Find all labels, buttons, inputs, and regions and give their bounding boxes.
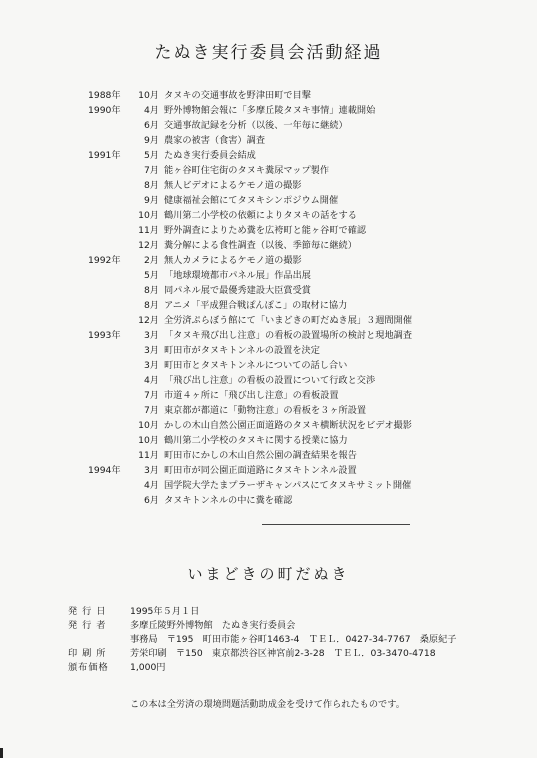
timeline-month: 8月 bbox=[143, 300, 159, 311]
timeline-month: 2月 bbox=[143, 255, 159, 266]
timeline-event: タヌキの交通事故を野津田町で目撃 bbox=[164, 90, 311, 101]
timeline-month: 11月 bbox=[138, 225, 159, 236]
timeline-month: 10月 bbox=[138, 420, 159, 431]
colophon-label: 発 行 者 bbox=[68, 620, 107, 631]
timeline-month: 5月 bbox=[143, 270, 159, 281]
timeline-event: 市道４ヶ所に「飛び出し注意」の看板設置 bbox=[164, 390, 339, 401]
timeline-event: 東京都が都道に「動物注意」の看板を３ヶ所設置 bbox=[164, 405, 367, 416]
timeline-event: 野外博物館会報に「多摩丘陵タヌキ事情」連載開始 bbox=[164, 105, 376, 116]
colophon-value: 1,000円 bbox=[130, 662, 166, 673]
timeline-month: 3月 bbox=[143, 465, 159, 476]
timeline-event: 鶴川第二小学校の依頼によりタヌキの話をする bbox=[164, 210, 357, 221]
timeline-month: 12月 bbox=[138, 315, 159, 326]
corner-mark bbox=[0, 748, 3, 758]
timeline-month: 3月 bbox=[143, 345, 159, 356]
timeline-event: 町田市とタヌキトンネルについての話し合い bbox=[164, 360, 348, 371]
timeline-event: 町田市がタヌキトンネルの設置を決定 bbox=[164, 345, 320, 356]
timeline-month: 3月 bbox=[143, 330, 159, 341]
timeline-event: かしの木山自然公園正面道路のタヌキ横断状況をビデオ撮影 bbox=[164, 420, 412, 431]
colophon-value: 芳栄印刷 〒150 東京都渋谷区神宮前2-3-28 ＴＥＬ．03-3470-4718 bbox=[130, 648, 436, 659]
timeline-month: 11月 bbox=[138, 450, 159, 461]
timeline-month: 9月 bbox=[143, 135, 159, 146]
timeline-event: 国学院大学たまプラーザキャンパスにてタヌキサミット開催 bbox=[164, 480, 412, 491]
timeline-month: 3月 bbox=[143, 360, 159, 371]
timeline-event: 「タヌキ飛び出し注意」の看板の設置場所の検討と現地調査 bbox=[164, 330, 413, 341]
timeline-event: 全労済ぷらぼう館にて「いまどきの町だぬき展」３週間開催 bbox=[164, 315, 413, 326]
timeline-month: 10月 bbox=[138, 435, 159, 446]
timeline-month: 4月 bbox=[143, 105, 159, 116]
colophon-value: 1995年５月１日 bbox=[130, 606, 200, 617]
timeline-month: 7月 bbox=[143, 405, 159, 416]
timeline-month: 9月 bbox=[143, 195, 159, 206]
timeline-event: 鶴川第二小学校のタヌキに関する授業に協力 bbox=[164, 435, 348, 446]
timeline-year: 1993年 bbox=[88, 330, 121, 341]
timeline-month: 7月 bbox=[143, 390, 159, 401]
timeline-event: 能ヶ谷町住宅街のタヌキ糞尿マップ製作 bbox=[164, 165, 330, 176]
timeline-month: 8月 bbox=[143, 180, 159, 191]
timeline-year: 1994年 bbox=[88, 465, 121, 476]
timeline-event: 糞分解による食性調査（以後、季節毎に継続） bbox=[164, 240, 357, 251]
timeline-month: 7月 bbox=[143, 165, 159, 176]
timeline-year: 1992年 bbox=[88, 255, 121, 266]
timeline-event: 無人ビデオによるケモノ道の撮影 bbox=[164, 180, 302, 191]
timeline-event: アニメ「平成狸合戦ぽんぽこ」の取材に協力 bbox=[164, 300, 348, 311]
colophon-label: 印 刷 所 bbox=[68, 648, 107, 659]
grant-note: この本は全労済の環境問題活動助成金を受けて作られたものです。 bbox=[130, 699, 405, 710]
colophon-value: 多摩丘陵野外博物館 たぬき実行委員会 bbox=[130, 620, 296, 631]
timeline-month: 10月 bbox=[138, 210, 159, 221]
section-divider bbox=[262, 524, 410, 525]
timeline-year: 1988年 bbox=[88, 90, 121, 101]
timeline-month: 4月 bbox=[143, 480, 159, 491]
timeline-month: 5月 bbox=[143, 150, 159, 161]
timeline-month: 6月 bbox=[143, 120, 159, 131]
timeline-month: 12月 bbox=[138, 240, 159, 251]
timeline-month: 10月 bbox=[138, 90, 159, 101]
timeline-event: 「飛び出し注意」の看板の設置について行政と交渉 bbox=[164, 375, 376, 386]
timeline-event: 「地球環境都市パネル展」作品出展 bbox=[164, 270, 311, 281]
timeline-event: 町田市が同公園正面道路にタヌキトンネル設置 bbox=[164, 465, 357, 476]
timeline-event: 無人カメラによるケモノ道の撮影 bbox=[164, 255, 302, 266]
timeline-event: 町田市にかしの木山自然公園の調査結果を報告 bbox=[164, 450, 357, 461]
timeline-event: タヌキトンネルの中に糞を確認 bbox=[164, 495, 293, 506]
colophon-label: 頒布価格 bbox=[68, 662, 109, 673]
page-title: たぬき実行委員会活動経過 bbox=[154, 43, 383, 63]
timeline-event: 同パネル展で最優秀建設大臣賞受賞 bbox=[164, 285, 311, 296]
timeline-month: 6月 bbox=[143, 495, 159, 506]
colophon-label: 発 行 日 bbox=[68, 606, 107, 617]
timeline-event: たぬき実行委員会結成 bbox=[164, 150, 256, 161]
timeline-event: 健康福祉会館にてタヌキシンポジウム開催 bbox=[164, 195, 339, 206]
timeline-event: 交通事故記録を分析（以後、一年毎に継続） bbox=[164, 120, 348, 131]
colophon-value: 事務局 〒195 町田市能ヶ谷町1463-4 ＴＥＬ．0427-34-7767 桑原紀子 bbox=[130, 634, 457, 645]
timeline-month: 4月 bbox=[143, 375, 159, 386]
timeline-event: 農家の被害（食害）調査 bbox=[164, 135, 266, 146]
book-title: いまどきの町だぬき bbox=[187, 565, 350, 583]
timeline-event: 野外調査によりため糞を広袴町と能ヶ谷町で確認 bbox=[164, 225, 367, 236]
timeline-month: 8月 bbox=[143, 285, 159, 296]
timeline-year: 1990年 bbox=[88, 105, 121, 116]
timeline-year: 1991年 bbox=[88, 150, 121, 161]
